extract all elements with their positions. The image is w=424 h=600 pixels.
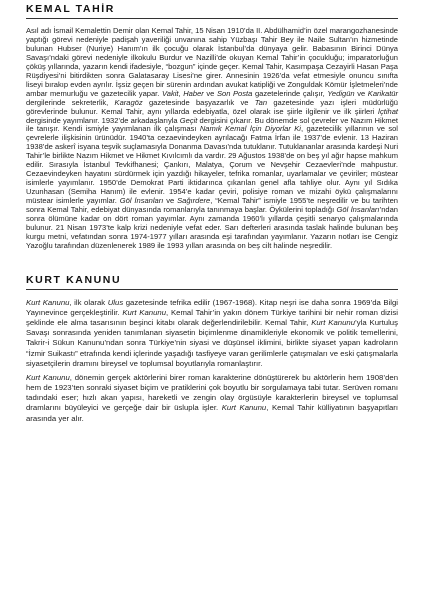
novel-section [26,274,398,424]
author-bio-section [26,0,398,251]
novel-body [26,298,398,424]
author-bio-paragraph: Asıl adı İsmail Kemalettin Demir olan Kemal Tahir, 15 Nisan 1910’da II. Abdülhamid’in özel marangozhanesinde yaptığı görevi nedeniyle padişah yaveriliği unvanına sahip Yüzbaşı Tahir Bey ile Naile Sultan’ın hizmetinde bulunan Hubser (Nuriye) Hanım’ın ilk çocuğu olarak İstanbul’da dünyaya gelir. Babasının Birinci Dünya Savaşı’ndaki görevi nedeniyle ilkokulu Burdur ve Nazilli’de okuyan Kemal Tahir’in çocukluğu; imparatorluğun çöküş yıllarında, yazarın kendi ifadesiyle, “bozgun” içinde geçer. Kemal Tahir, Kasımpaşa Cezayirli Hasan Paşa Rüşdiyesi’ni bitirdikten sonra Galatasaray Lisesi’ne girer. Annesinin 1926’da vefat etmesiyle onuncu sınıfta liseyi bırakıp evden ayrılır. İşsiz geçen bir sürenin ardından avukat katipliği ve Zonguldak Kömür İşletmeleri’nde ambar memurluğu ve gazetecilik yapar. Vakit, Haber ve Son Posta gazetelerinde çalışır, Yedigün ve Karikatür dergilerinde sekreterlik, Karagöz gazetesinde başyazarlık ve Tan gazetesinde yazı işleri müdürlüğü görevlerinde bulunur. Kemal Tahir, aynı yıllarda edebiyatla, özel olarak ise şiirle ilgilenir ve ilk şiirleri İçtihat dergisinde yayımlanır. 1932’de arkadaşlarıyla Geçit dergisini çıkarır. Bu dönemde sol çevreler ve Nazım Hikmet ile tanışır. Kendi ismiyle yayımlanan ilk çalışması Namık Kemal İçin Diyorlar Ki, gazetecilik yıllarının ve sol çevrelerle ilişkisinin ürünüdür. 1940’ta cezaevindeyken ayrılacağı Fatma İrfan ile 1937’de evlenir. 13 Haziran 1938’de askerî isyana teşvik suçlamasıyla Donanma Davası’nda tutuklanır. Tutuklananlar arasında kardeşi Nuri Tahir’le birlikte Nazım Hikmet ve Hikmet Kıvılcımlı da vardır. 29 Ağustos 1938’de on beş yıl ağır hapse mahkum edilir. Sırasıyla İstanbul Tevkifhanesi; Çankırı, Malatya, Çorum ve Nevşehir Cezaevleri’nde mahpustur. Cezaevindeyken hayatını sürdürmek için yazdığı hikayeler, tefrika romanlar, uyarlamalar ve çeviriler; müstear isimlerle yayımlanır. 1950’de Demokrat Parti iktidarınca çıkarılan genel afla tahliye olur. Aynı yıl Sıdıka Uzunhasan (Semiha Hanım) ile evlenir. 1954’e kadar çeviri, polisiye roman ve mizahi öykü çalışmalarını müstear isimlerle yayımlar. Göl İnsanları ve Sağırdere, “Kemal Tahir” ismiyle 1955’te neşredilir ve bu tarihten sonra Kemal Tahir, edebiyat dünyasında romanlarıyla tanınmaya başlar. Öykülerini topladığı Göl İnsanları’ndan sonra ölümüne kadar on dört roman yayımlar. Aynı zamanda 1960’lı yıllarda çeşitli senaryo çalışmalarında bulunur. 21 Nisan 1973’te kalp krizi nedeniyle vefat eder. Sarı defterleri arasında taslak halinde bulunan beş kurgu metni, vefatından sonra 1974-1977 yılları arasında eşi tarafından yayımlanır. Yazarın notları ise Cengiz Yazoğlu tarafından düzenlenerek 1989 ile 1993 yılları arasında on beş cilt halinde neşredilir. [26,26,398,250]
heading-rule [26,18,398,19]
author-bio-body [26,27,398,251]
heading-rule [26,289,398,290]
author-heading: KEMAL TAHİR [26,3,115,15]
novel-paragraph: Kurt Kanunu, dönemin gerçek aktörlerini birer roman karakterine dönüştürerek bu aktörlerin hem 1908’den hem de 1923’ten sonraki siyaset biçim ve pratiklerini çok boyutlu bir sorgulamaya tabi tutar. Serüven romanı tadındaki eser; hızlı akan yapısı, hareketli ve zengin olay örgüsüyle karakterlerin bireysel ve toplumsal dramlarını büyüleyici ve gerçeğe dair bir üslupla işler. Kurt Kanunu, Kemal Tahir külliyatının başyapıtları arasında yer alır. [26,372,399,423]
novel-paragraph: Kurt Kanunu, ilk olarak Ulus gazetesinde tefrika edilir (1967-1968). Kitap neşri ise daha sonra 1969’da Bilgi Yayınevince gerçekleştirilir. Kurt Kanunu, Kemal Tahir’in yakın dönem Türkiye tarihini bir nehir roman dizisi şeklinde ele alma tasarısının beşinci kitabı olarak değerlendirilebilir. Kemal Tahir, Kurt Kanunu’yla Kurtuluş Savaşı sonrasında yeniden tanımlanan siyasetin biçimlenme dinamikleriyle ekonomik ve politik temellerini, Takrir-i Sükun Kanunu’ndan sonra Türkiye’nin siyasi ve düşünsel iklimini, birlikte siyaset yapan kadroların “İzmir Suikastı” etrafında kendi içlerinde yaşadığı tasfiyeye varan gerilimlerle çatışmaları ve eski çatışmalarla siyasetçilerin dramını bireysel ve toplumsal boyutlarıyla romanlaştırır. [26,297,398,368]
novel-heading: KURT KANUNU [26,273,122,286]
